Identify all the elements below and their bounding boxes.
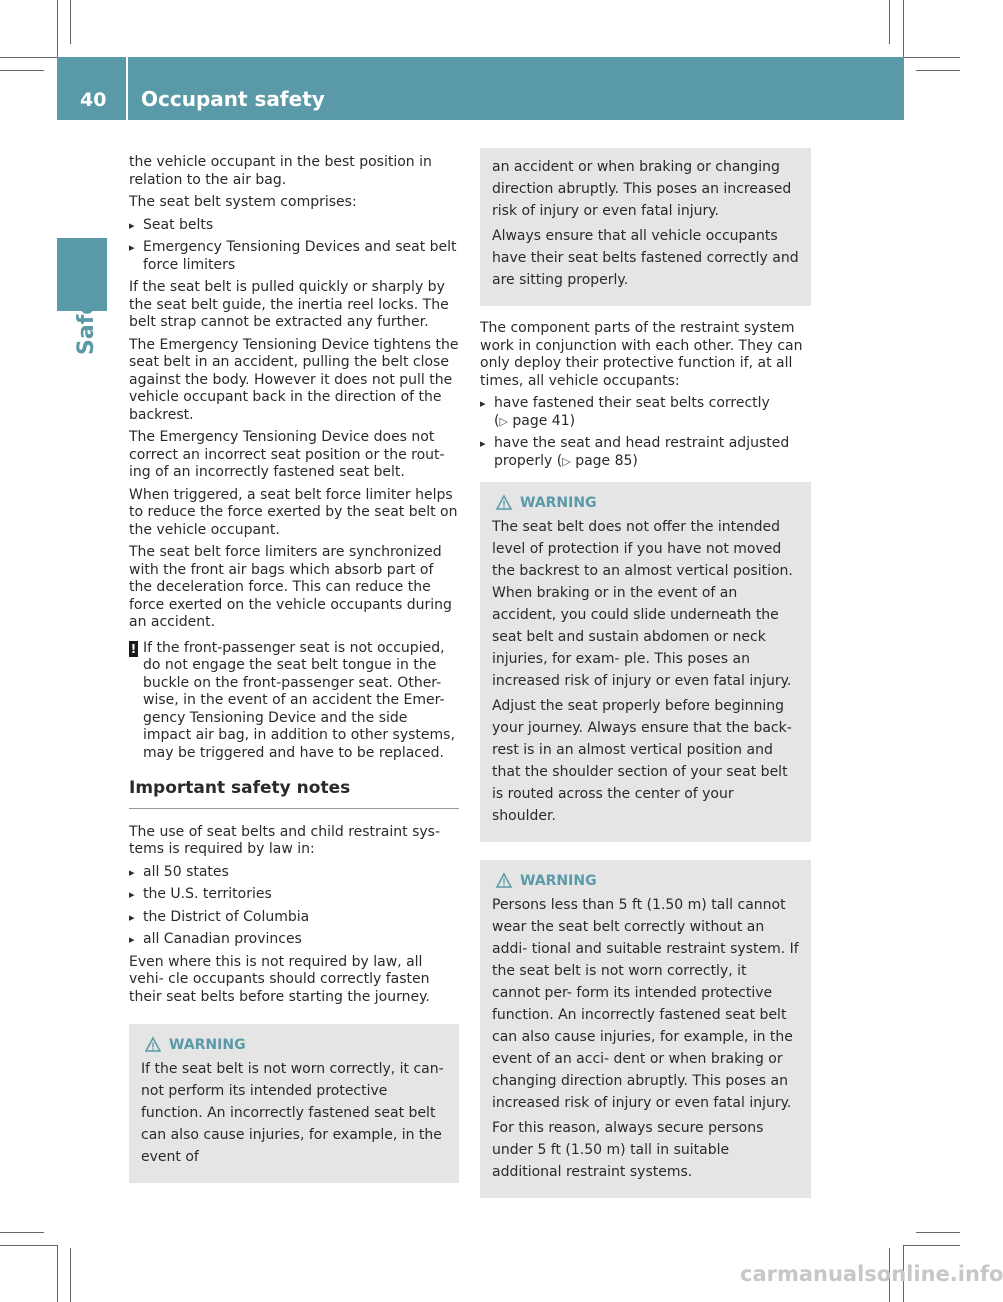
crop-mark xyxy=(903,57,960,58)
section-title: Occupant safety xyxy=(141,87,325,111)
note xyxy=(129,640,459,763)
warning-triangle-icon xyxy=(496,495,512,511)
crop-mark xyxy=(916,1232,960,1233)
warning-header xyxy=(492,870,799,892)
header-divider xyxy=(126,57,128,120)
watermark: carmanualsonline.info xyxy=(740,1262,1003,1286)
warning-box-continued xyxy=(480,148,811,306)
section-heading: Important safety notes xyxy=(129,780,459,809)
warning-text: Persons less than 5 ft (1.50 m) tall cannot wear the seat belt correctly without an addi- tional and suitable restraint system. If the seat belt is not worn correctly, it cannot per- form its intended protective function. An incorrectly fastened seat belt can also cause injuries, for example, in the event of an acci- dent or when braking or changing direction abruptly. This poses an increased risk of injury or even fatal injury. xyxy=(492,897,799,1111)
arrow-right-icon: ▷ xyxy=(562,454,571,468)
bullet-list xyxy=(129,217,459,275)
paragraph: The seat belt system comprises: xyxy=(129,194,357,210)
list-item: ▸ have fastened their seat belts correctly (▷ page 41) xyxy=(480,395,811,430)
page-number: 40 xyxy=(80,89,107,111)
paragraph: The Emergency Tensioning Device does not correct an incorrect seat position or the rout- ing of an incorrectly fastened seat belt. xyxy=(129,429,445,480)
warning-title: WARNING xyxy=(520,873,597,889)
warning-text: an accident or when braking or changing direction abruptly. This poses an increased risk of injury or even fatal injury. xyxy=(492,159,792,219)
crop-mark xyxy=(0,57,57,58)
crop-mark xyxy=(70,1248,71,1302)
bullet-list xyxy=(129,864,459,949)
crop-mark xyxy=(57,0,58,57)
warning-header xyxy=(492,492,799,514)
page-ref-link[interactable]: page 85 xyxy=(575,452,633,469)
list-item: ▸ Emergency Tensioning Devices and seat belt force limiters xyxy=(129,239,459,274)
list-item: ▸ Seat belts xyxy=(129,217,459,235)
crop-mark xyxy=(889,0,890,44)
warning-box xyxy=(129,1024,459,1183)
note-text: If the front-passenger seat is not occupied, do not engage the seat belt tongue in the buckle on the front-passenger seat. Other- wise, in the event of an accident the Emer- gency Tensioning Device and the side impact air bag, in addition to other systems, may be triggered and have to be replaced. xyxy=(143,639,455,761)
list-item-text: have the seat and head restraint adjusted properly xyxy=(494,435,790,469)
warning-triangle-icon xyxy=(496,873,512,889)
crop-mark xyxy=(57,1245,58,1302)
crop-mark xyxy=(70,0,71,44)
warning-triangle-icon xyxy=(145,1037,161,1053)
crop-mark xyxy=(903,1245,960,1246)
right-column xyxy=(480,148,811,1198)
warning-title: WARNING xyxy=(169,1037,246,1053)
list-item: ▸ the District of Columbia xyxy=(129,909,459,927)
paragraph: The component parts of the restraint system work in conjunction with each other. They can only deploy their protective function if, at all times, all vehicle occupants: xyxy=(480,320,803,389)
warning-text: If the seat belt is not worn correctly, it can- not perform its intended protective function. An incorrectly fastened seat belt can also cause injuries, for example, in the event of xyxy=(141,1061,444,1165)
warning-text: Adjust the seat properly before beginning your journey. Always ensure that the back- rest is in an almost vertical position and that the shoulder section of your seat belt is routed across the center of your shoulder. xyxy=(492,698,792,824)
paragraph: The Emergency Tensioning Device tightens the seat belt in an accident, pulling the belt close against the body. However it does not pull the vehicle occupant back in the direction of the backrest. xyxy=(129,336,459,423)
paragraph: If the seat belt is pulled quickly or sharply by the seat belt guide, the inertia reel locks. The belt strap cannot be extracted any further. xyxy=(129,279,449,330)
page-ref-link[interactable]: page 41 xyxy=(512,412,570,429)
left-column xyxy=(129,154,459,1183)
paragraph: When triggered, a seat belt force limiter helps to reduce the force exerted by the seat belt on the vehicle occupant. xyxy=(129,486,458,538)
list-item: ▸ the U.S. territories xyxy=(129,886,459,904)
warning-text: For this reason, always secure persons under 5 ft (1.50 m) tall in suitable additional restraint systems. xyxy=(492,1120,764,1180)
warning-text: Always ensure that all vehicle occupants have their seat belts fastened correctly and are sitting properly. xyxy=(492,228,799,288)
side-tab-label: Safety xyxy=(74,274,99,355)
crop-mark xyxy=(903,0,904,57)
bullet-list xyxy=(480,395,811,470)
paragraph: The use of seat belts and child restraint sys- tems is required by law in: xyxy=(129,823,440,857)
list-item: ▸ have the seat and head restraint adjusted properly (▷ page 85) xyxy=(480,435,811,470)
paragraph: Even where this is not required by law, all vehi- cle occupants should correctly fasten their seat belts before starting the journey. xyxy=(129,953,430,1005)
warning-header xyxy=(141,1034,447,1056)
list-item: ▸ all Canadian provinces xyxy=(129,931,459,949)
arrow-right-icon: ▷ xyxy=(499,414,508,428)
warning-box xyxy=(480,482,811,842)
crop-mark xyxy=(0,70,44,71)
warning-text: The seat belt does not offer the intended level of protection if you have not moved the backrest to an almost vertical position. When braking or in the event of an accident, you could slide underneath the seat belt and sustain abdomen or neck injuries, for exam- ple. This poses an increased risk of injury or even fatal injury. xyxy=(492,519,793,689)
list-item: ▸ all 50 states xyxy=(129,864,459,882)
crop-mark xyxy=(0,1232,44,1233)
paragraph: the vehicle occupant in the best position in relation to the air bag. xyxy=(129,154,432,188)
paragraph: The seat belt force limiters are synchronized with the front air bags which absorb part of the deceleration force. This can reduce the force exerted on the vehicle occupants during an accident. xyxy=(129,544,452,630)
warning-box xyxy=(480,860,811,1198)
list-item-text: have fastened their seat belts correctly xyxy=(494,395,770,411)
exclamation-icon: ! xyxy=(130,641,137,656)
warning-title: WARNING xyxy=(520,495,597,511)
crop-mark xyxy=(0,1245,57,1246)
crop-mark xyxy=(916,70,960,71)
